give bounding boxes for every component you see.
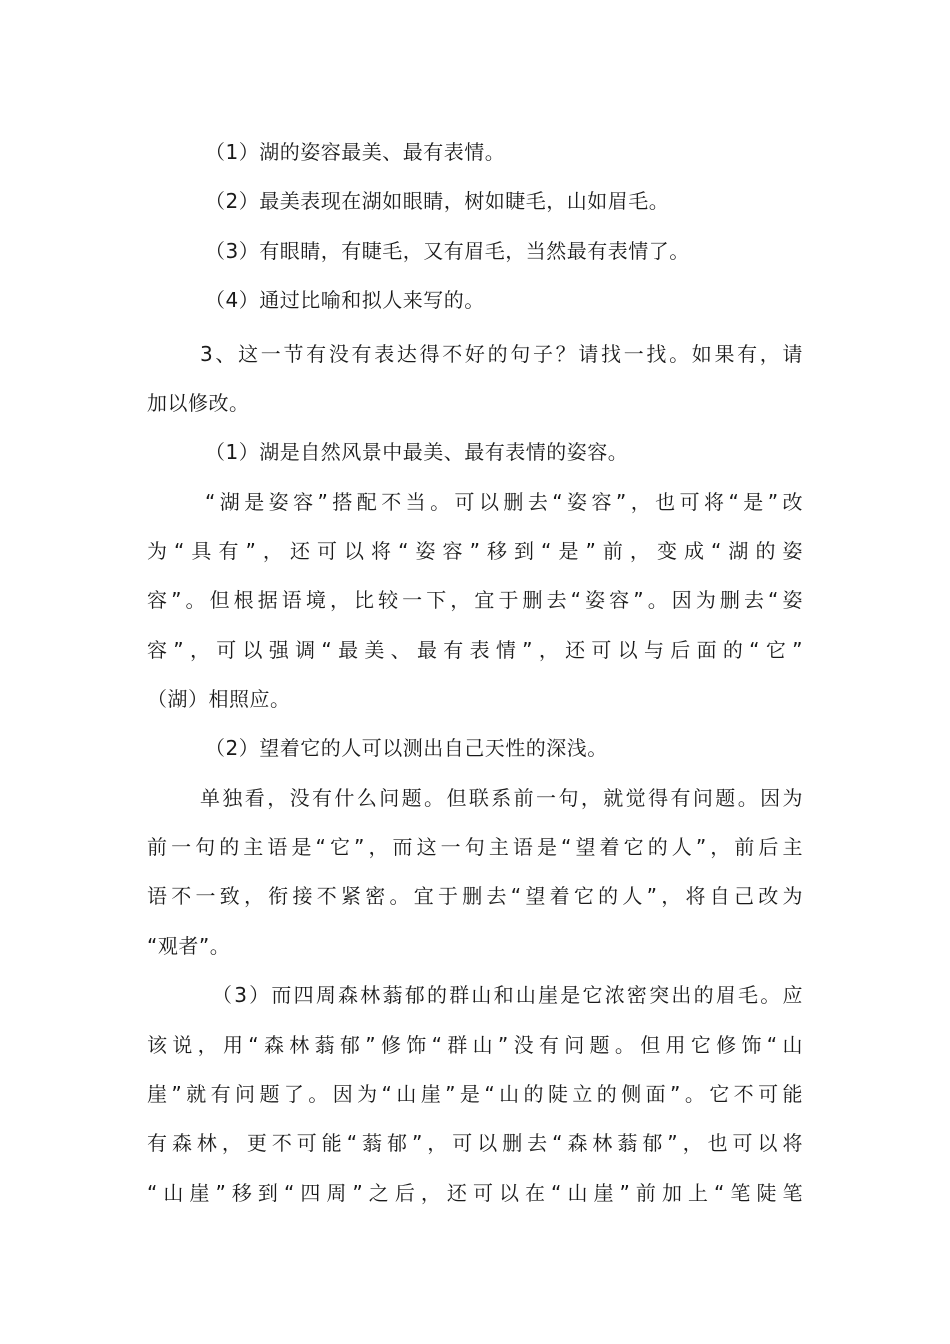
item-3-para-line-4: 有森林，更不可能“蓊郁”，可以删去“森林蓊郁”，也可以将 bbox=[147, 1131, 803, 1155]
item-3-para-line-3: 崖”就有问题了。因为“山崖”是“山的陡立的侧面”。它不可能 bbox=[147, 1082, 803, 1106]
item-3-para-line-1: （3）而四周森林蓊郁的群山和山崖是它浓密突出的眉毛。应 bbox=[212, 983, 803, 1007]
item-1-para-line-1: “湖是姿容”搭配不当。可以删去“姿容”，也可将“是”改 bbox=[205, 490, 803, 514]
answer-line-4: （4）通过比喻和拟人来写的。 bbox=[205, 288, 485, 312]
item-3-para-line-2: 该说，用“森林蓊郁”修饰“群山”没有问题。但用它修饰“山 bbox=[147, 1033, 803, 1057]
item-1-para-line-5: （湖）相照应。 bbox=[147, 687, 291, 711]
item-2-para-line-2: 前一句的主语是“它”，而这一句主语是“望着它的人”，前后主 bbox=[147, 835, 803, 859]
item-1-para-line-2: 为“具有”，还可以将“姿容”移到“是”前，变成“湖的姿 bbox=[147, 539, 803, 563]
answer-line-3: （3）有眼睛，有睫毛，又有眉毛，当然最有表情了。 bbox=[205, 239, 690, 263]
item-2-heading: （2）望着它的人可以测出自己天性的深浅。 bbox=[205, 736, 608, 760]
answer-line-2: （2）最美表现在湖如眼睛，树如睫毛，山如眉毛。 bbox=[205, 189, 670, 213]
item-2-para-line-4: “观者”。 bbox=[147, 934, 231, 958]
item-3-para-line-5: “山崖”移到“四周”之后，还可以在“山崖”前加上“笔陡笔 bbox=[147, 1181, 803, 1205]
item-2-para-line-3: 语不一致，衔接不紧密。宜于删去“望着它的人”，将自己改为 bbox=[147, 884, 803, 908]
answer-line-1: （1）湖的姿容最美、最有表情。 bbox=[205, 140, 506, 164]
item-1-para-line-4: 容”，可以强调“最美、最有表情”，还可以与后面的“它” bbox=[147, 638, 803, 662]
item-1-para-line-3: 容”。但根据语境，比较一下，宜于删去“姿容”。因为删去“姿 bbox=[147, 588, 803, 612]
item-2-para-line-1: 单独看，没有什么问题。但联系前一句，就觉得有问题。因为 bbox=[200, 786, 803, 810]
question-3-line-1: 3、这一节有没有表达得不好的句子？请找一找。如果有，请 bbox=[200, 342, 803, 366]
item-1-heading: （1）湖是自然风景中最美、最有表情的姿容。 bbox=[205, 440, 629, 464]
question-3-line-2: 加以修改。 bbox=[147, 391, 250, 415]
